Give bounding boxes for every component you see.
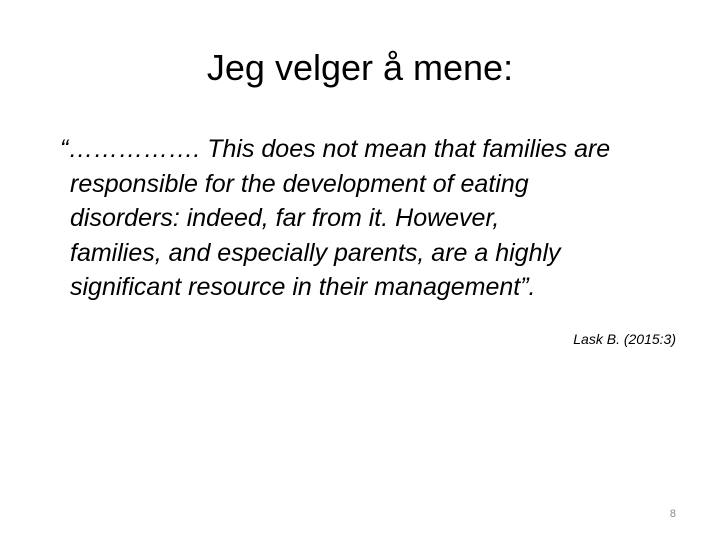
slide-title: Jeg velger å mene:	[206, 47, 514, 88]
quote-line: “……………. This does not mean that families are	[60, 135, 611, 163]
quote-line: responsible for the development of eating	[70, 169, 529, 198]
page-number: 8	[669, 508, 676, 520]
quote-line: families, and especially parents, are a highly	[70, 238, 561, 267]
quote-line: disorders: indeed, far from it. However,	[70, 204, 500, 232]
quote-block	[48, 132, 688, 305]
citation: Lask B. (2015:3)	[573, 331, 676, 347]
quote-line: significant resource in their management”.	[70, 273, 536, 301]
